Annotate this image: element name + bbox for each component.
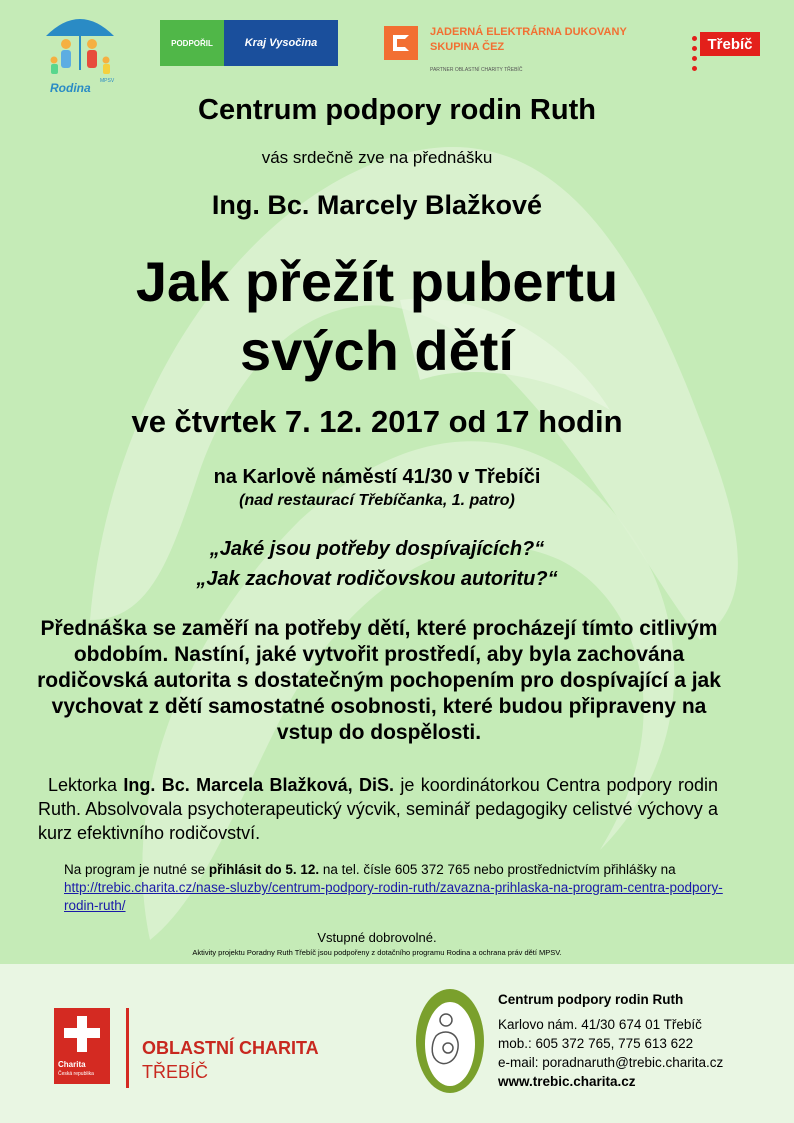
cez-line1: JADERNÁ ELEKTRÁRNA DUKOVANY (430, 26, 627, 38)
kraj-vysocina-logo (160, 20, 338, 66)
lecturer-bio (38, 773, 718, 845)
contact-website[interactable]: www.trebic.charita.cz (498, 1074, 636, 1089)
contact-block (498, 990, 723, 1091)
charita-caption: Charita (58, 1060, 86, 1069)
bio-prefix: Lektorka (48, 775, 124, 795)
trebic-logo (692, 32, 764, 72)
umbrella-family-icon (40, 8, 120, 80)
event-place: na Karlově náměstí 41/30 v Třebíči (213, 466, 541, 488)
contact-email[interactable]: e-mail: poradnaruth@trebic.charita.cz (498, 1055, 724, 1070)
rodina-sub-label: MPSV (100, 78, 115, 84)
trebic-dot-icon (692, 56, 697, 61)
bio-text: je koordinátorkou Centra podpory rodin Ruth. Absolvovala psychoterapeutický výcvik, seminář pedagogiky celistvé výchovy a kurz efektivního rodičovství. (38, 775, 718, 843)
mother-child-icon (414, 986, 486, 1096)
charita-divider (126, 1008, 129, 1088)
question-2: „Jak zachovat rodičovskou autoritu?“ (196, 568, 558, 590)
contact-phone: mob.: 605 372 765, 775 613 622 (498, 1036, 694, 1051)
organizer-title: Centrum podpory rodin Ruth (198, 94, 596, 126)
reg-middle: na tel. čísle 605 372 765 nebo prostřednictvím přihlášky na (319, 862, 676, 877)
charita-name-line2: TŘEBÍČ (142, 1062, 209, 1082)
kraj-right-label: Kraj Vysočina (224, 20, 338, 66)
rodina-logo (40, 8, 120, 98)
bio-name: Ing. Bc. Marcela Blažková, DiS. (123, 775, 394, 795)
funding-note: Aktivity projektu Poradny Ruth Třebíč jsou podpořeny z dotačního programu Rodina a ochrana práv dětí MPSV. (192, 948, 562, 957)
charita-name-line1: OBLASTNÍ CHARITA (142, 1038, 319, 1058)
kraj-left-label: PODPOŘIL (160, 20, 224, 66)
trebic-label: Třebíč (700, 32, 760, 56)
charita-caption-sub: Česká republika (58, 1071, 94, 1077)
reg-prefix: Na program je nutné se (64, 862, 209, 877)
lecturer-name: Ing. Bc. Marcely Blažkové (211, 190, 543, 220)
reg-deadline: přihlásit do 5. 12. (208, 862, 320, 877)
question-1: „Jaké jsou potřeby dospívajících?“ (209, 538, 545, 560)
invitation-text: vás srdečně zve na přednášku (261, 148, 493, 167)
contact-title: Centrum podpory rodin Ruth (498, 992, 684, 1007)
lecture-description: Přednáška se zaměří na potřeby dětí, které procházejí tímto citlivým obdobím. Nastíní, jaké vytvořit prostředí, aby byla zachována rodičovská autorita s dostatečným pochopením pro dospívající a jak vychovat z dětí samostatné osobnosti, které budou připraveny na vstup do dospělosti. (37, 617, 721, 744)
event-title-line2: svých dětí (240, 319, 514, 382)
registration-link[interactable]: http://trebic.charita.cz/nase-sluzby/centrum-podpory-rodin-ruth/zavazna-prihlaska-na-program-centra-podpory-rodin-ruth/ (64, 880, 723, 913)
charita-cross-icon (54, 1008, 110, 1058)
cez-partner: PARTNER OBLASTNÍ CHARITY TŘEBÍČ (430, 67, 523, 73)
trebic-dot-icon (692, 36, 697, 41)
event-title-line1: Jak přežít pubertu (135, 250, 619, 313)
trebic-dot-icon (692, 66, 697, 71)
entry-fee: Vstupné dobrovolné. (317, 930, 437, 945)
cez-logo (384, 24, 654, 76)
trebic-dot-icon (692, 46, 697, 51)
cez-line2: SKUPINA ČEZ (430, 41, 505, 53)
cez-mark-icon (384, 26, 418, 60)
ruth-logo (414, 986, 486, 1096)
contact-address: Karlovo nám. 41/30 674 01 Třebíč (498, 1017, 702, 1032)
event-place-note: (nad restaurací Třebíčanka, 1. patro) (239, 492, 515, 509)
rodina-label: Rodina (50, 81, 91, 95)
event-date: ve čtvrtek 7. 12. 2017 od 17 hodin (131, 404, 623, 439)
charita-logo (54, 1008, 354, 1088)
charita-mark (54, 1008, 110, 1084)
registration-info (64, 861, 724, 915)
